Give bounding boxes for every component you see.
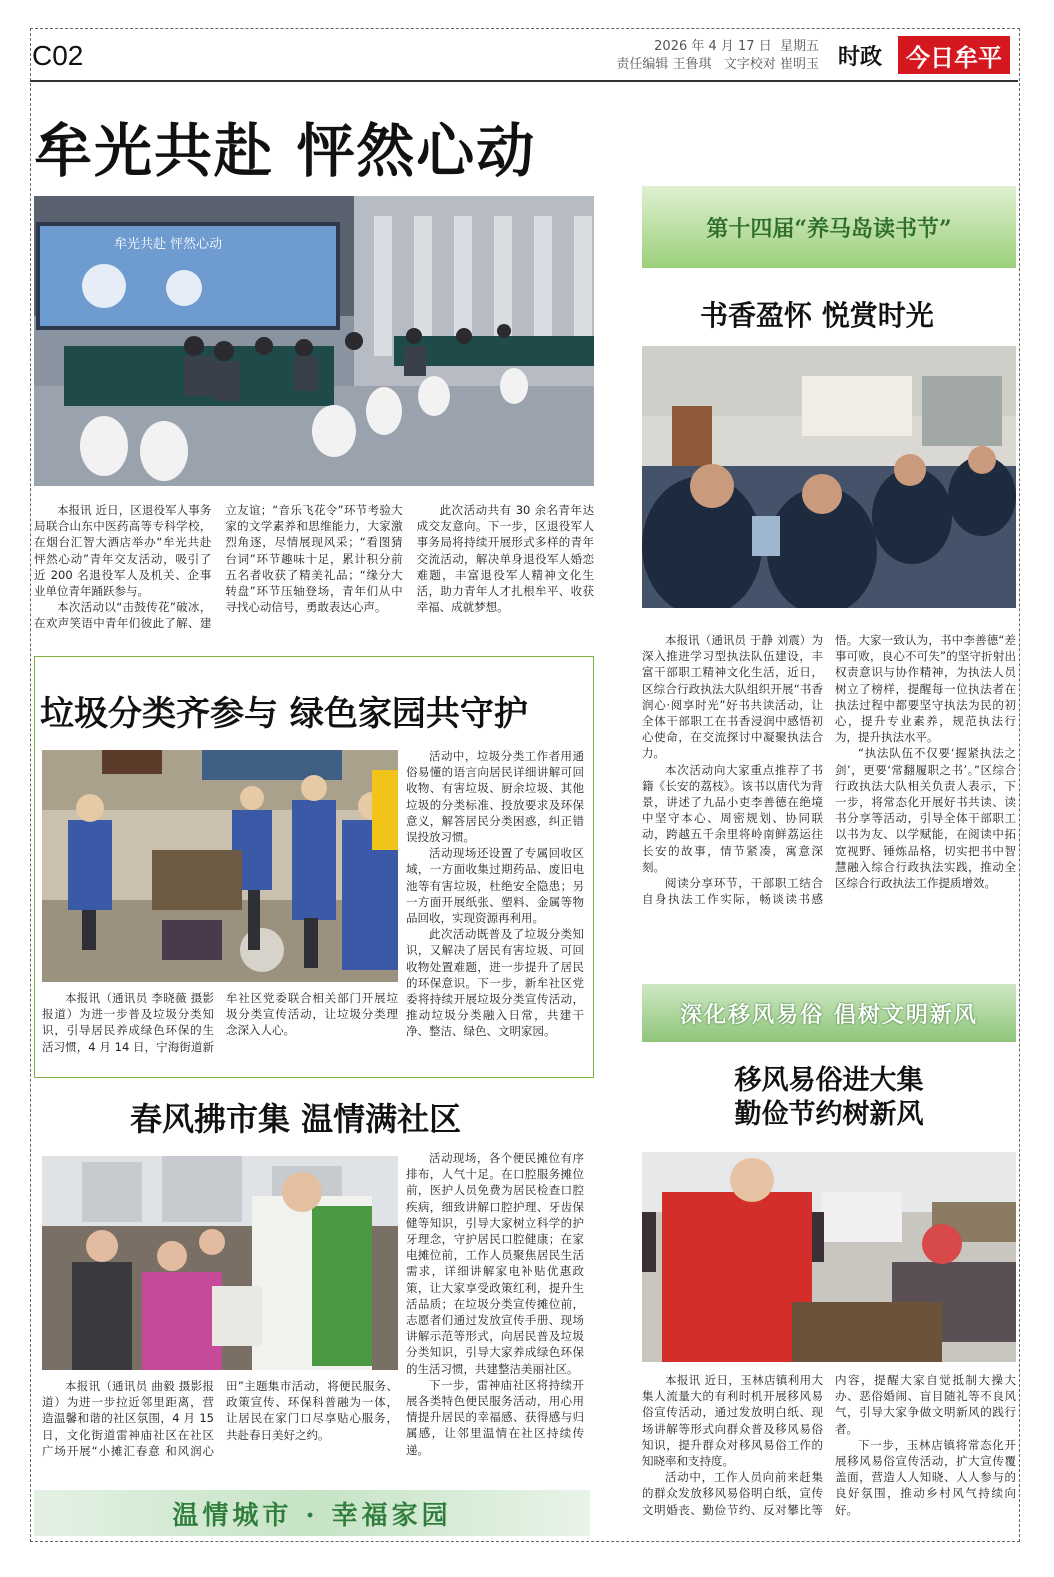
newspaper-logo: 今日牟平	[898, 36, 1010, 74]
article5-title	[642, 1064, 1016, 1132]
article3-paragraph: 下一步，雷神庙社区将持续开展各类特色便民服务活动，用心用情提升居民的幸福感、获得感与归属感，让邻里温情在社区持续传递。	[406, 1377, 584, 1457]
page-code: C02	[32, 40, 84, 71]
proofreader-credit: 文字校对 崔明玉	[723, 57, 819, 72]
article4-title: 书香盈怀 悦赏时光	[700, 299, 934, 332]
article2-photo	[42, 750, 398, 982]
section-label: 时政	[838, 45, 883, 70]
article2-paragraph: 活动现场还设置了专属回收区域，一方面收集过期药品、废旧电池等有害垃圾，杜绝安全隐患；另一方面开展纸张、塑料、金属等物品回收，实现资源再利用。	[406, 846, 584, 926]
article1-paragraph: 本次活动以“击鼓传花”破冰，在欢声笑语中青年们彼此了解、建立友谊；“音乐飞花令”环节考验大家的文学素养和思维能力，大家激烈角逐，尽情展现风采；“看图猜台词”环节趣味十足，累计积分前五名者收获了精美礼品；“缘分大转盘”环节压轴登场，青年们从中寻找心动信号，勇敢表达心声。	[34, 503, 403, 631]
stage-screen-text: 牟光共赴 怦然心动	[114, 237, 223, 252]
editor-credit: 责任编辑 王鲁琪	[616, 57, 712, 72]
article4-paragraph: 本次活动向大家重点推荐了书籍《长安的荔枝》。该书以唐代为背景，讲述了九品小吏李善德在绝境中坚守本心、周密规划、协同联动，跨越五千余里将岭南鲜荔运往长安的故事，情节紧凑，寓意深刻。	[642, 762, 823, 874]
article5-body	[642, 1372, 1016, 1536]
article3-paragraph: 本报讯（通讯员 曲毅 摄影报道）为进一步拉近邻里距离，营造温馨和谐的社区氛围，4 月 15 日，文化街道雷神庙社区在社区广场开展“小摊汇春意 和风润心田”主题集市活动，将便民服务、政策宣传、环保科普融为一体，让居民在家门口尽享贴心服务，共赴春日美好之约。	[42, 1379, 398, 1458]
article3-body-right	[406, 1150, 584, 1482]
article3-paragraph: 活动现场，各个便民摊位有序排布，人气十足。在口腔服务摊位前，医护人员免费为居民检查口腔疾病，细致讲解口腔护理、牙齿保健等知识，引导大家树立科学的护牙理念，守护居民口腔健康；在家电摊位前，工作人员聚焦居民生活需求，详细讲解家电补贴优惠政策，让大家享受政策红利，提升生活品质；在垃圾分类宣传摊位前，志愿者们通过发放宣传手册、现场讲解示范等形式，向居民普及垃圾分类知识，引导大家养成绿色环保的生活习惯，共建整洁美丽社区。	[406, 1151, 584, 1376]
article4-body	[642, 632, 1016, 938]
article1-paragraph: 此次活动共有 30 余名青年达成交友意向。下一步，区退役军人事务局将持续开展形式多样的青年交流活动，解决单身退役军人婚恋难题，丰富退役军人精神文化生活，助力青年人才扎根牟平、收获幸福、成就梦想。	[416, 503, 594, 615]
article3-title: 春风拂市集 温情满社区	[130, 1100, 462, 1138]
article2-body-right	[406, 748, 584, 1072]
article5-paragraph: 本报讯 近日，玉林店镇利用大集人流量大的有利时机开展移风易俗宣传活动，通过发放明白纸、现场讲解等形式向群众普及移风易俗知识，提升群众对移风易俗工作的知晓率和支持度。	[642, 1373, 823, 1469]
header-rule	[30, 80, 1018, 82]
article3-body-left	[42, 1378, 398, 1486]
issue-weekday: 星期五	[779, 39, 819, 54]
article4-banner: 第十四届“养马岛读书节”	[642, 186, 1016, 268]
bottom-banner: 温情城市 · 幸福家园	[34, 1490, 590, 1536]
article2-paragraph: 本报讯（通讯员 李晓薇 摄影报道）为进一步普及垃圾分类知识，引导居民养成绿色环保的生活习惯，4 月 14 日，宁海街道新牟社区党委联合相关部门开展垃圾分类宣传活动，让垃圾分类理念深入人心。	[42, 991, 398, 1054]
article2-title: 垃圾分类齐参与 绿色家园共守护	[40, 694, 528, 734]
article5-banner: 深化移风易俗 倡树文明新风	[642, 984, 1016, 1042]
article5-title-line1: 移风易俗进大集	[734, 1065, 924, 1096]
article1-title: 牟光共赴 怦然心动	[34, 117, 537, 185]
article5-paragraph: 下一步，玉林店镇将常态化开展移风易俗宣传活动，扩大宣传覆盖面，营造人人知晓、人人参与的良好氛围，推动乡村风气持续向好。	[835, 1437, 1016, 1517]
header-meta	[616, 38, 819, 74]
article4-photo	[642, 346, 1016, 608]
article5-title-line2: 勤俭节约树新风	[734, 1099, 924, 1130]
article5-photo	[642, 1152, 1016, 1362]
article2-paragraph: 活动中，垃圾分类工作者用通俗易懂的语言向居民详细讲解可回收物、有害垃圾、厨余垃圾、其他垃圾的分类标准、投放要求及环保意义，解答居民分类困惑，纠正错误投放习惯。	[406, 749, 584, 845]
article2-paragraph: 此次活动既普及了垃圾分类知识，又解决了居民有害垃圾、可回收物处置难题，进一步提升了居民的环保意识。下一步，新牟社区党委将持续开展垃圾分类宣传活动，推动垃圾分类融入日常，共建干净、整洁、绿色、文明家园。	[406, 927, 584, 1039]
article1-paragraph: 本报讯 近日，区退役军人事务局联合山东中医药高等专科学校，在烟台汇智大酒店举办“牟光共赴 怦然心动”青年交友活动，吸引了近 200 名退役军人及机关、企事业单位青年踊跃参与。	[34, 503, 212, 599]
article5-paragraph: 活动中，工作人员向前来赶集的群众发放移风易俗明白纸，宣传文明婚丧、勤俭节约、反对攀比等内容，提醒大家自觉抵制大操大办、恶俗婚闹、盲目随礼等不良风气，引导大家争做文明新风的践行者。	[642, 1373, 1016, 1517]
article2-body-left	[42, 990, 398, 1072]
article4-paragraph: “执法队伍不仅要‘握紧执法之剑’，更要‘常翻履职之书’。”区综合行政执法大队相关负责人表示，下一步，将常态化开展好书共读、读书分享等活动，引导全体干部职工以书为友、以学赋能，在阅读中拓宽视野、锤炼品格，切实把书中智慧融入综合行政执法实践，推动全区综合行政执法工作提质增效。	[835, 746, 1016, 891]
article1-photo	[34, 196, 594, 486]
issue-date: 2026 年 4 月 17 日	[654, 39, 772, 54]
article4-paragraph: 阅读分享环节，干部职工结合自身执法工作实际，畅谈读书感悟。大家一致认为，书中李善德“差事可败，良心不可失”的坚守折射出权责意识与协作精神，为执法人员树立了榜样，提醒每一位执法者在执法过程中都要坚守执法为民的初心，提升专业素养，规范执法行为，提升执法水平。	[642, 633, 1016, 907]
article1-body	[34, 502, 594, 640]
article3-photo	[42, 1156, 398, 1370]
article4-paragraph: 本报讯（通讯员 于静 刘震）为深入推进学习型执法队伍建设，丰富干部职工精神文化生活，近日，区综合行政执法大队组织开展“书香润心·阅享时光”好书共读活动，让全体干部职工在书香浸润中感悟初心使命，在交流探讨中凝聚执法合力。	[642, 633, 823, 761]
